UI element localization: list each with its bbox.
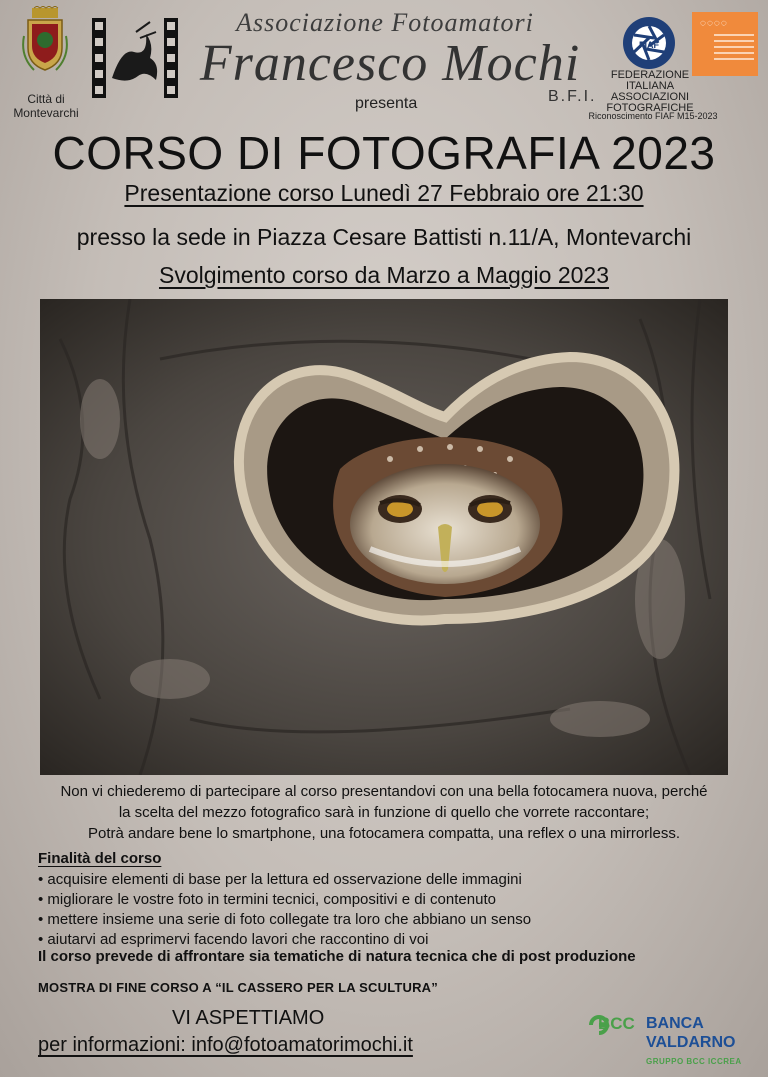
goal-item: • acquisire elementi di base per la lettura ed osservazione delle immagini bbox=[38, 870, 531, 890]
bcc-label: BCC bbox=[598, 1014, 635, 1033]
association-line: Associazione Fotoamatori bbox=[236, 8, 534, 37]
intro-line: Potrà andare bene lo smartphone, una fotocamera compatta, una reflex o una mirrorless. bbox=[88, 825, 680, 842]
bank-name bbox=[646, 1014, 735, 1052]
goal-item: • mettere insieme una serie di foto collegate tra loro che abbiano un senso bbox=[38, 910, 531, 930]
sponsor-logo bbox=[692, 12, 758, 76]
event-location: presso la sede in Piazza Cesare Battisti n.11/A, Montevarchi bbox=[76, 224, 692, 250]
fiaf-full-name: FEDERAZIONE ITALIANA ASSOCIAZIONI FOTOGRAFICHE bbox=[606, 69, 694, 114]
intro-text bbox=[0, 781, 768, 844]
bank-line2: VALDARNO bbox=[646, 1034, 736, 1051]
sponsor-text-lines bbox=[714, 34, 754, 72]
fiaf-recognition: Riconoscimento FIAF M15-2023 bbox=[588, 111, 718, 121]
city-crest-logo bbox=[20, 6, 70, 88]
owl-photo bbox=[40, 299, 728, 775]
schedule-text: Svolgimento corso da Marzo a Maggio 2023 bbox=[158, 262, 610, 288]
bank-line1: BANCA bbox=[646, 1015, 704, 1032]
film-strip-logo bbox=[92, 18, 178, 98]
welcome-text: VI ASPETTIAMO bbox=[172, 1007, 325, 1029]
honor-badge: B.F.I. bbox=[548, 88, 597, 105]
goal-item: • aiutarvi ad esprimervi facendo lavori che raccontino di voi bbox=[38, 930, 531, 950]
intro-line: Non vi chiederemo di partecipare al corso presentandovi con una bella fotocamera nuova, perché bbox=[60, 783, 708, 800]
contact-info: per informazioni: info@fotoamatorimochi.it bbox=[38, 1034, 413, 1056]
sponsor-dots-icon: ◌◌◌◌ bbox=[700, 18, 728, 29]
presents-label: presenta bbox=[355, 95, 418, 112]
fiaf-aperture-icon bbox=[622, 16, 676, 70]
course-note: Il corso prevede di affrontare sia tematiche di natura tecnica che di post produzione bbox=[38, 948, 636, 965]
bank-group: GRUPPO BCC ICCREA bbox=[646, 1057, 742, 1066]
page-title: CORSO DI FOTOGRAFIA 2023 bbox=[52, 127, 716, 179]
goals-heading: Finalità del corso bbox=[38, 850, 162, 867]
course-schedule bbox=[0, 262, 768, 289]
exhibition-notice: MOSTRA DI FINE CORSO A “IL CASSERO PER LA SCULTURA” bbox=[38, 980, 438, 995]
city-caption: Città di Montevarchi bbox=[13, 92, 79, 120]
presentation-text: Presentazione corso Lunedì 27 Febbraio ore 21:30 bbox=[124, 180, 644, 206]
intro-line: la scelta del mezzo fotografico sarà in funzione di quello che vorrete raccontare; bbox=[118, 804, 650, 821]
goal-item: • migliorare le vostre foto in termini tecnici, compositivi e di contenuto bbox=[38, 890, 531, 910]
goals-list bbox=[38, 870, 531, 950]
presentation-date bbox=[0, 180, 768, 207]
association-name: Francesco Mochi bbox=[199, 35, 581, 92]
fiaf-abbr: FIAF bbox=[639, 40, 659, 50]
